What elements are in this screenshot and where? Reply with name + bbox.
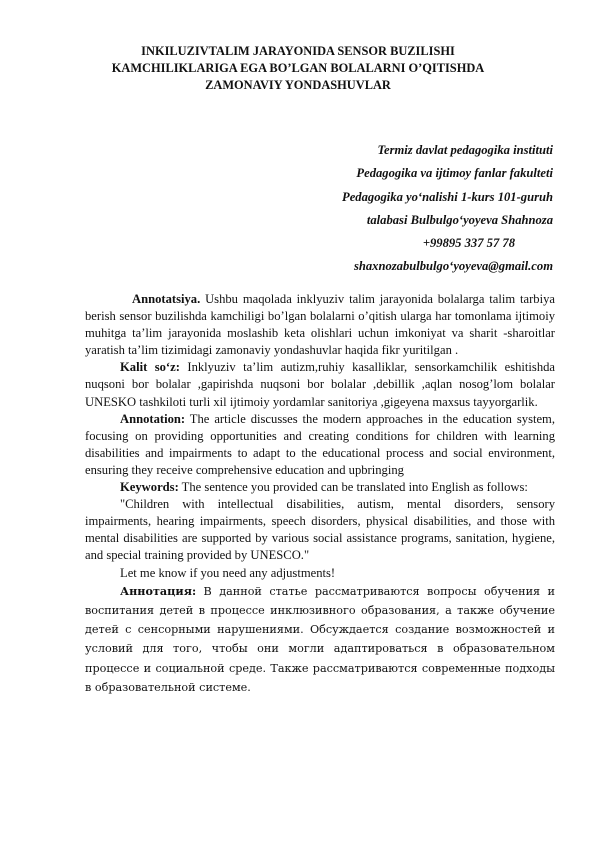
keywords-label: Keywords: bbox=[120, 480, 179, 495]
annotaciya-label: Аннотация: bbox=[120, 583, 197, 598]
annotaciya-text: В данной статье рассматриваются вопросы обучения и воспитания детей в процессе инклюзивного образования, а также обучение детей с сенсорными нарушениями. Обсуждается создание возможностей и условий для того, чтобы они могли адаптироваться в образовательном процессе и социальной среде. Также рассматриваются современные подходы в образовательной системе. bbox=[85, 584, 555, 695]
email-address: shaxnozabulbulgo‘yoyeva@gmail.com bbox=[353, 259, 553, 274]
adjust-paragraph: Let me know if you need any adjustments! bbox=[120, 565, 336, 580]
faculty: Pedagogika va ijtimoy fanlar fakulteti bbox=[356, 166, 553, 181]
institute: Termiz davlat pedagogika instituti bbox=[377, 143, 553, 157]
keywords-text: The sentence you provided can be translated into English as follows: bbox=[178, 480, 528, 495]
paper-title bbox=[60, 43, 536, 94]
keywords-paragraph bbox=[85, 479, 555, 496]
annotatsiya-text: Ushbu maqolada inklyuziv talim jarayonida bolalarga talim tarbiya berish sensor buzilishda kamchiligi bo’lgan bolalarni o’qitish ularga har tomonlama ijtimoiy muhitga ta’lim jarayonida moslashib keta olishlari uchun imkoniyat va sharit -sharoitlar yaratish ta’lim tizimidagi zamonaviy yondashuvlar haqida fikr yuritilgan . bbox=[85, 292, 555, 358]
annotatsiya-label: Annotatsiya. bbox=[132, 292, 201, 306]
author-affiliation bbox=[193, 139, 553, 279]
annotatsiya-paragraph bbox=[85, 291, 555, 359]
kalit-text: Inklyuziv ta’lim autizm,ruhiy kasalliklar, sensorkamchilik eshitishda nuqsoni bor bolalar ,gapirishda nuqsoni bor bolalar ,debillik ,aqlan nosog’lom bolalar UNESKO tashkiloti turli xil ijtimoiy yordamlar sanitoriya ,gigeyena maxsus tayyorgarlik. bbox=[85, 360, 555, 409]
annotaciya-paragraph bbox=[85, 582, 555, 698]
title-line-3: ZAMONAVIY YONDASHUVLAR bbox=[205, 78, 391, 92]
annotation-text: The article discusses the modern approaches in the education system, focusing on providing opportunities and creating conditions for children with learning disabilities and impairments to adapt to the educational process and social environment, ensuring they receive comprehensive education and upbringing bbox=[85, 411, 555, 477]
annotation-label: Annotation: bbox=[120, 411, 186, 426]
title-line-2: KAMCHILIKLARIGA EGA BO’LGAN BOLALARNI O’QITISHDA bbox=[111, 61, 485, 75]
paper-body bbox=[85, 291, 555, 697]
kalit-label: Kalit so‘z: bbox=[120, 360, 180, 375]
kalit-paragraph bbox=[85, 359, 555, 410]
student-name: talabasi Bulbulgo‘yoyeva Shahnoza bbox=[366, 212, 553, 227]
phone-number: +99895 337 57 78 bbox=[422, 236, 515, 251]
student-group: Pedagogika yo‘nalishi 1-kurs 101-guruh bbox=[342, 189, 553, 204]
title-line-1: INKILUZIVTALIM JARAYONIDA SENSOR BUZILISHI bbox=[141, 44, 455, 58]
annotation-paragraph bbox=[85, 411, 555, 479]
quote-paragraph: "Children with intellectual disabilities, autism, mental disorders, sensory impairments, hearing impairments, speech disorders, physical disabilities, and those with mental disabilities are supported by various social assistance programs, sanitation, hygiene, and special training provided by UNESCO." bbox=[85, 497, 555, 563]
